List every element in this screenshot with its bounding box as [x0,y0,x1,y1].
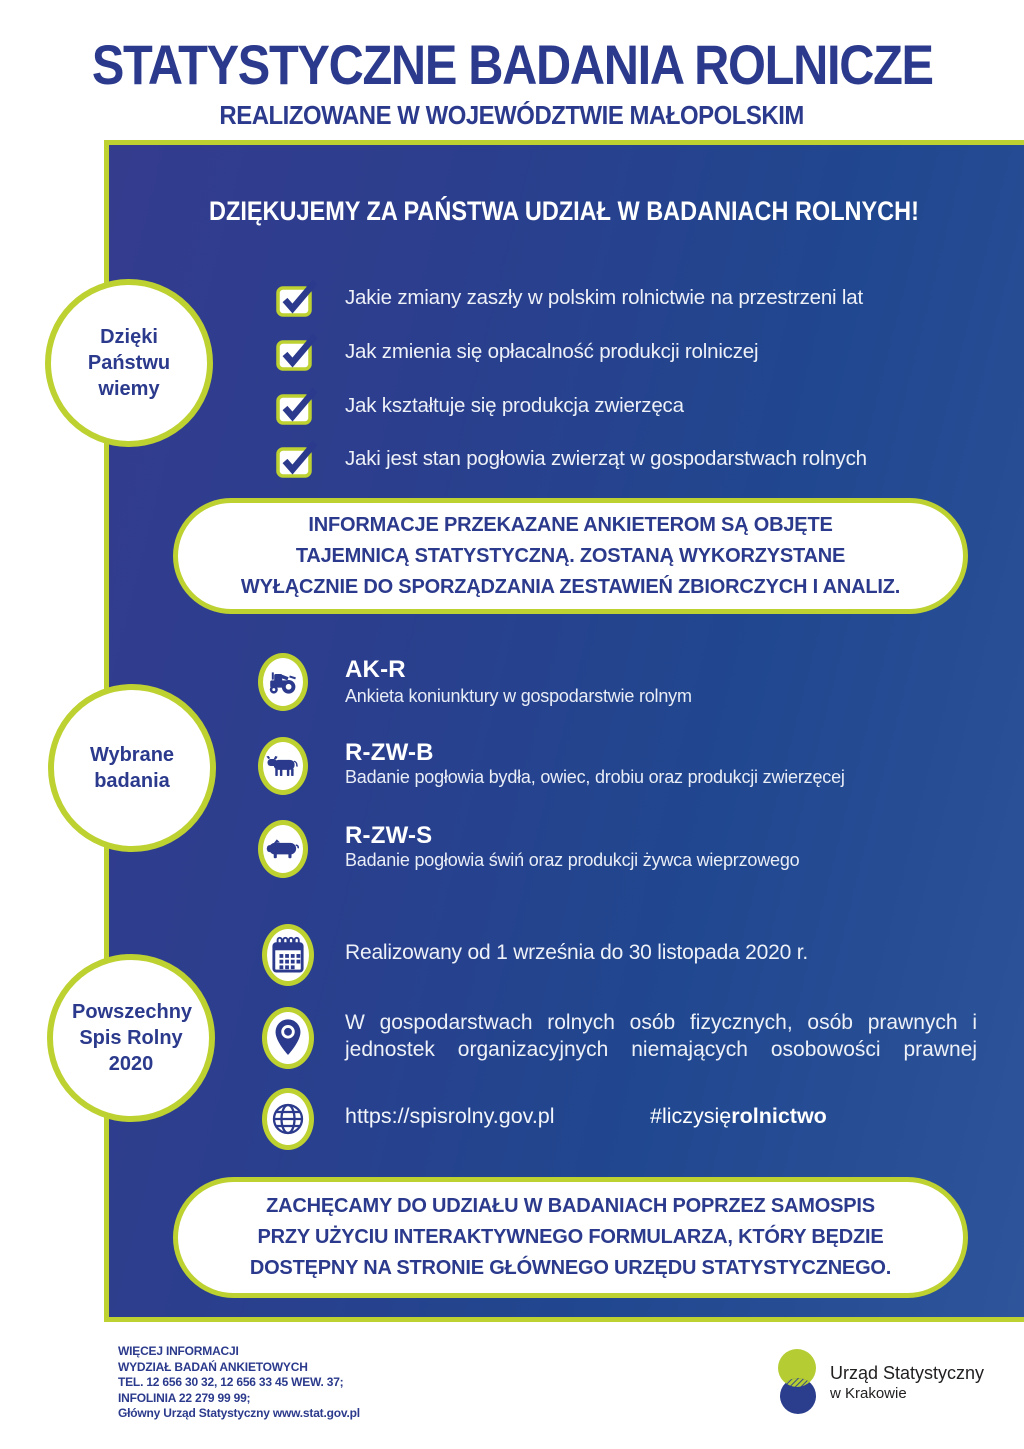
pig-icon [258,820,308,878]
census-hashtag [650,1104,827,1129]
globe-icon [262,1088,314,1150]
footer-contact-info [118,1344,360,1422]
checklist-item [276,439,867,479]
logo-org-name: Urząd Statystyczny [830,1363,985,1383]
census-scope-text: W gospodarstwach rolnych osób fizycznych, osób prawnych i jednostek organizacyjnych niemających osobowości prawnej [345,1011,977,1061]
badge-label: Wybrane badania [89,744,175,792]
survey-code: AK-R [345,656,406,683]
badge-wybrane-badania [48,684,216,852]
census-schedule-text: Realizowany od 1 września do 30 listopada 2020 r. [345,941,808,964]
privacy-note-line: WYŁĄCZNIE DO SPORZĄDZANIA ZESTAWIEŃ ZBIORCZYCH I ANALIZ. [240,575,901,598]
page-subtitle-text: REALIZOWANE W WOJEWÓDZTWIE MAŁOPOLSKIM [219,100,805,130]
checkbox-checked-icon [276,387,318,425]
survey-code: R-ZW-B [345,739,434,766]
checklist-item-label: Jaki jest stan pogłowia zwierząt w gospodarstwach rolnych [345,447,867,470]
survey-code: R-ZW-S [345,822,433,849]
privacy-note-line: TAJEMNICĄ STATYSTYCZNĄ. ZOSTANĄ WYKORZYSTANE [295,544,846,567]
footer-line: WIĘCEJ INFORMACJI [118,1344,239,1358]
checkbox-checked-icon [276,279,318,317]
us-krakow-logo [776,1349,820,1417]
privacy-note [173,498,968,614]
badge-dzieki-panstwu-wiemy [45,279,213,447]
cow-icon [258,737,308,795]
checklist-item-label: Jak kształtuje się produkcja zwierzęca [345,394,684,417]
logo-org-location: w Krakowie [830,1385,907,1402]
survey-description: Badanie pogłowia świń oraz produkcji żywca wieprzowego [345,850,800,870]
checklist-item-label: Jak zmienia się opłacalność produkcji rolniczej [345,340,759,363]
footer-line: TEL. 12 656 30 32, 12 656 33 45 WEW. 37; [118,1375,344,1389]
cta-note-line: DOSTĘPNY NA STRONIE GŁÓWNEGO URZĘDU STATYSTYCZNEGO. [249,1257,892,1279]
badge-label: Powszechny Spis Rolny 2020 [72,1001,193,1075]
thanks-banner-text: DZIĘKUJEMY ZA PAŃSTWA UDZIAŁ W BADANIACH ROLNYCH! [209,196,919,226]
checkbox-checked-icon [276,333,318,371]
cta-note [173,1177,968,1298]
checklist-item [276,386,684,426]
checkbox-checked-icon [276,440,318,478]
footer-line: WYDZIAŁ BADAŃ ANKIETOWYCH [118,1359,308,1374]
cta-note-line: PRZY UŻYCIU INTERAKTYWNEGO FORMULARZA, KTÓRY BĘDZIE [257,1226,884,1248]
hashtag-prefix: #liczysię [650,1104,732,1128]
page-title [0,32,1024,97]
page-subtitle [0,100,1024,131]
checklist-item [276,278,863,318]
privacy-note-line: INFORMACJE PRZEKAZANE ANKIETEROM SĄ OBJĘTE [308,513,833,536]
survey-description: Badanie pogłowia bydła, owiec, drobiu oraz produkcji zwierzęcej [345,767,845,787]
checklist-item-label: Jakie zmiany zaszły w polskim rolnictwie na przestrzeni lat [345,286,863,309]
calendar-icon [262,924,314,986]
badge-label: Dzięki Państwu wiemy [87,326,171,400]
tractor-icon [258,653,308,711]
cta-note-line: ZACHĘCAMY DO UDZIAŁU W BADANIACH POPRZEZ SAMOSPIS [266,1195,875,1217]
census-website-link[interactable]: https://spisrolny.gov.pl [345,1104,555,1128]
thanks-banner [104,196,1024,227]
location-pin-icon [262,1007,314,1069]
badge-powszechny-spis-rolny [47,954,215,1122]
footer-line: INFOLINIA 22 279 99 99; [118,1390,251,1405]
footer-line: Główny Urząd Statystyczny www.stat.gov.pl [118,1406,360,1420]
hashtag-bold: rolnictwo [731,1104,827,1128]
page-title-text: STATYSTYCZNE BADANIA ROLNICZE [91,33,933,96]
checklist-item [276,332,758,372]
survey-description: Ankieta koniunktury w gospodarstwie rolnym [345,686,692,706]
